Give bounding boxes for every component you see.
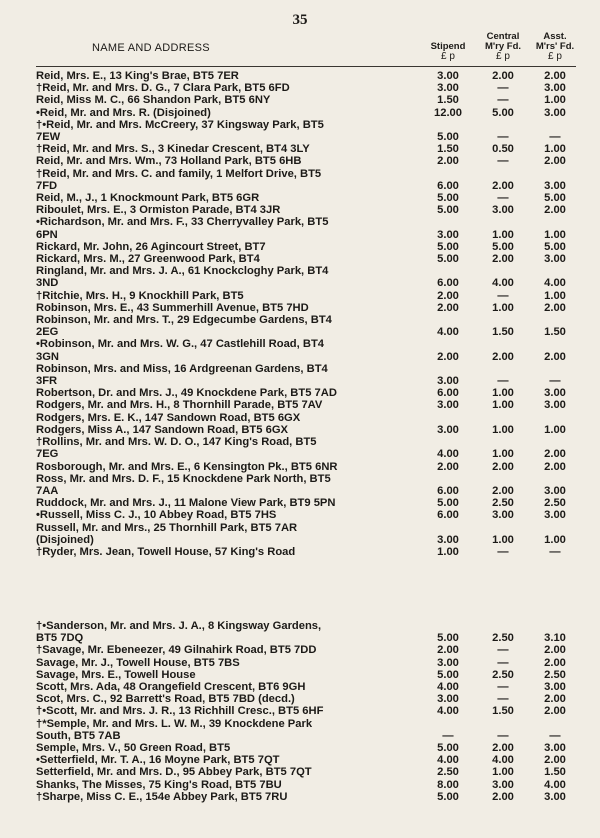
entry-central-amount: 2.00 xyxy=(492,350,514,363)
entry-asst-amount: 5.00 xyxy=(544,192,566,205)
entry-stipend-amount: 2.00 xyxy=(437,289,459,302)
entry-name-address: Savage, Mrs. E., Towell House xyxy=(36,668,196,681)
entry-central-amount: 3.00 xyxy=(492,509,514,522)
list-item xyxy=(36,412,578,424)
entry-asst-amount: 3.00 xyxy=(544,82,566,95)
entry-asst-amount: 3.00 xyxy=(544,387,566,400)
entry-name-address: •Richardson, Mr. and Mrs. F., 33 Cherryvalley Park, BT5 6PN xyxy=(36,216,329,241)
entry-asst-amount: 3.00 xyxy=(544,790,566,803)
entry-name-address: †Rollins, Mr. and Mrs. W. D. O., 147 King's Road, BT5 7EG xyxy=(36,436,317,461)
entry-central-amount: — xyxy=(497,82,509,95)
stipend-header: Stipend £ p xyxy=(430,41,466,62)
list-item xyxy=(36,387,578,399)
entry-stipend-amount: 5.00 xyxy=(437,253,459,266)
entry-name-address: †Ryder, Mrs. Jean, Towell House, 57 King's Road xyxy=(36,545,296,558)
entry-asst-amount: 1.00 xyxy=(544,289,566,302)
entry-asst-amount: 2.00 xyxy=(544,70,566,82)
list-item xyxy=(36,107,578,119)
entry-stipend-amount: 5.00 xyxy=(437,668,459,681)
entry-name-address: •Russell, Miss C. J., 10 Abbey Road, BT5 7HS xyxy=(36,509,277,522)
entry-stipend-amount: 2.00 xyxy=(437,301,459,314)
entry-central-amount: 1.00 xyxy=(492,423,514,436)
entry-stipend-amount: 2.00 xyxy=(437,460,459,473)
header-rule xyxy=(36,66,576,67)
entry-name-address: •Robinson, Mr. and Mrs. W. G., 47 Castlehill Road, BT4 3GN xyxy=(36,338,324,363)
entry-asst-amount: 3.00 xyxy=(544,484,566,497)
entry-asst-amount: 1.00 xyxy=(544,228,566,241)
list-item xyxy=(36,192,578,204)
list-item xyxy=(36,436,578,460)
list-item xyxy=(36,681,578,693)
entry-stipend-amount: 4.00 xyxy=(437,705,459,718)
entry-stipend-amount: 4.00 xyxy=(437,448,459,461)
list-item xyxy=(36,791,578,803)
entry-stipend-amount: 2.00 xyxy=(437,155,459,168)
entry-central-amount: 2.50 xyxy=(492,668,514,681)
list-item xyxy=(36,657,578,669)
entry-central-amount: 1.00 xyxy=(492,301,514,314)
entry-name-address: Rickard, Mrs. M., 27 Greenwood Park, BT4 xyxy=(36,253,260,266)
entry-asst-amount: 1.00 xyxy=(544,533,566,546)
entry-name-address: Ruddock, Mr. and Mrs. J., 11 Malone View Park, BT9 5PN xyxy=(36,497,336,510)
entry-stipend-amount: 5.00 xyxy=(437,742,459,755)
list-item xyxy=(36,253,578,265)
entry-central-amount: 1.50 xyxy=(492,326,514,339)
entry-stipend-amount: 1.00 xyxy=(437,545,459,558)
entry-central-amount: 2.00 xyxy=(492,179,514,192)
entry-stipend-amount: 3.00 xyxy=(437,693,459,706)
list-item xyxy=(36,779,578,791)
entry-name-address: Robinson, Mr. and Mrs. T., 29 Edgecumbe Gardens, BT4 2EG xyxy=(36,314,332,339)
entry-central-amount: 1.00 xyxy=(492,533,514,546)
entry-stipend-amount: 5.00 xyxy=(437,240,459,253)
entry-asst-amount: 1.00 xyxy=(544,423,566,436)
entry-stipend-amount: 6.00 xyxy=(437,387,459,400)
entry-name-address: †Sharpe, Miss C. E., 154e Abbey Park, BT5 7RU xyxy=(36,790,288,803)
entry-central-amount: 4.00 xyxy=(492,277,514,290)
list-item xyxy=(36,693,578,705)
entry-asst-amount: 2.00 xyxy=(544,644,566,657)
entry-asst-amount: — xyxy=(549,131,561,144)
entry-asst-amount: 1.50 xyxy=(544,326,566,339)
entry-asst-amount: 2.50 xyxy=(544,497,566,510)
entry-central-amount: 2.00 xyxy=(492,70,514,82)
entry-name-address: †•Reid, Mr. and Mrs. McCreery, 37 Kingsway Park, BT5 7EW xyxy=(36,118,324,144)
entry-stipend-amount: 8.00 xyxy=(437,778,459,791)
entry-asst-amount: 3.00 xyxy=(544,742,566,755)
central-fund-header: Central M'ry Fd. £ p xyxy=(484,31,522,62)
entry-asst-amount: 2.00 xyxy=(544,448,566,461)
entry-central-amount: — xyxy=(497,693,509,706)
list-item xyxy=(36,338,578,362)
entry-name-address: Rickard, Mr. John, 26 Agincourt Street, BT7 xyxy=(36,240,266,253)
entry-name-address: †•Sanderson, Mr. and Mrs. J. A., 8 Kingsway Gardens, BT5 7DQ xyxy=(36,620,322,645)
entry-central-amount: 3.00 xyxy=(492,204,514,217)
list-item xyxy=(36,302,578,314)
entry-asst-amount: 2.00 xyxy=(544,693,566,706)
list-item xyxy=(36,314,578,338)
entry-name-address: Rosborough, Mr. and Mrs. E., 6 Kensington Pk., BT5 6NR xyxy=(36,460,338,473)
entry-central-amount: 2.00 xyxy=(492,253,514,266)
entry-stipend-amount: 3.00 xyxy=(437,399,459,412)
list-item xyxy=(36,424,578,436)
list-item xyxy=(36,363,578,387)
entry-name-address: Scot, Mrs. C., 92 Barrett's Road, BT5 7BD (decd.) xyxy=(36,693,295,706)
entry-central-amount: 2.00 xyxy=(492,742,514,755)
list-item xyxy=(36,143,578,155)
entry-stipend-amount: — xyxy=(442,729,454,742)
entry-stipend-amount: 4.00 xyxy=(437,326,459,339)
entry-stipend-amount: 3.00 xyxy=(437,228,459,241)
entry-central-amount: 5.00 xyxy=(492,240,514,253)
entry-central-amount: — xyxy=(497,131,509,144)
entry-stipend-amount: 5.00 xyxy=(437,790,459,803)
list-item xyxy=(36,290,578,302)
entry-central-amount: 2.50 xyxy=(492,632,514,645)
entry-stipend-amount: 5.00 xyxy=(437,632,459,645)
entry-central-amount: 2.00 xyxy=(492,484,514,497)
entry-asst-amount: 4.00 xyxy=(544,778,566,791)
list-item xyxy=(36,497,578,509)
entry-central-amount: — xyxy=(497,375,509,388)
entry-name-address: Reid, Miss M. C., 66 Shandon Park, BT5 6NY xyxy=(36,94,271,107)
entry-asst-amount: 2.00 xyxy=(544,705,566,718)
entry-central-amount: — xyxy=(497,94,509,107)
entry-central-amount: 1.50 xyxy=(492,705,514,718)
entry-name-address: Robinson, Mrs. and Miss, 16 Ardgreenan Gardens, BT4 3FR xyxy=(36,362,328,388)
entry-asst-amount: 2.00 xyxy=(544,754,566,767)
entry-stipend-amount: 3.00 xyxy=(437,70,459,82)
list-item xyxy=(36,241,578,253)
entry-name-address: Savage, Mr. J., Towell House, BT5 7BS xyxy=(36,656,240,669)
entry-central-amount: 2.00 xyxy=(492,790,514,803)
entry-central-amount: 2.00 xyxy=(492,460,514,473)
entry-asst-amount: 3.00 xyxy=(544,681,566,694)
entry-asst-amount: 5.00 xyxy=(544,240,566,253)
entry-central-amount: 0.50 xyxy=(492,143,514,156)
entry-asst-amount: 1.00 xyxy=(544,94,566,107)
entry-central-amount: — xyxy=(497,289,509,302)
entry-asst-amount: 1.50 xyxy=(544,766,566,779)
entry-asst-amount: 3.00 xyxy=(544,106,566,119)
entry-stipend-amount: 6.00 xyxy=(437,179,459,192)
list-item xyxy=(36,204,578,216)
list-item xyxy=(36,473,578,497)
entry-central-amount: 1.00 xyxy=(492,228,514,241)
entry-central-amount: 2.50 xyxy=(492,497,514,510)
assistant-fund-header: Asst. M'rs' Fd. £ p xyxy=(535,31,575,62)
entry-name-address: †Savage, Mr. Ebeneezer, 49 Gilnahirk Road, BT5 7DD xyxy=(36,644,317,657)
entry-name-address: Reid, M., J., 1 Knockmount Park, BT5 6GR xyxy=(36,192,260,205)
entry-central-amount: 1.00 xyxy=(492,448,514,461)
entry-stipend-amount: 5.00 xyxy=(437,204,459,217)
page-number: 35 xyxy=(292,12,308,28)
entry-stipend-amount: 2.50 xyxy=(437,766,459,779)
entry-central-amount: 5.00 xyxy=(492,106,514,119)
entry-stipend-amount: 3.00 xyxy=(437,375,459,388)
entry-stipend-amount: 5.00 xyxy=(437,131,459,144)
entry-asst-amount: 3.10 xyxy=(544,632,566,645)
list-item xyxy=(36,522,578,546)
list-item xyxy=(36,705,578,717)
entry-central-amount: — xyxy=(497,545,509,558)
list-item xyxy=(36,754,578,766)
entry-central-amount: 3.00 xyxy=(492,778,514,791)
entry-stipend-amount: 5.00 xyxy=(437,497,459,510)
entry-central-amount: — xyxy=(497,656,509,669)
entry-name-address: †Reid, Mr. and Mrs. C. and family, 1 Melfort Drive, BT5 7FD xyxy=(36,167,322,192)
entry-asst-amount: 2.00 xyxy=(544,301,566,314)
entry-name-address: •Setterfield, Mr. T. A., 16 Moyne Park, BT5 7QT xyxy=(36,754,280,767)
entry-central-amount: — xyxy=(497,681,509,694)
entry-stipend-amount: 1.50 xyxy=(437,143,459,156)
entry-name-address: †Ritchie, Mrs. H., 9 Knockhill Park, BT5 xyxy=(36,289,244,302)
list-item xyxy=(36,509,578,521)
entry-name-address: Shanks, The Misses, 75 King's Road, BT5 7BU xyxy=(36,778,282,791)
entry-name-address: †Reid, Mr. and Mrs. S., 3 Kinedar Crescent, BT4 3LY xyxy=(36,143,310,156)
entry-central-amount: — xyxy=(497,644,509,657)
list-item xyxy=(36,644,578,656)
entry-central-amount: 1.00 xyxy=(492,399,514,412)
entry-stipend-amount: 12.00 xyxy=(434,106,462,119)
entry-central-amount: — xyxy=(497,155,509,168)
entry-name-address: Rodgers, Miss A., 147 Sandown Road, BT5 6GX xyxy=(36,423,288,436)
entry-stipend-amount: 2.00 xyxy=(437,350,459,363)
list-item xyxy=(36,155,578,167)
entry-stipend-amount: 3.00 xyxy=(437,82,459,95)
list-item xyxy=(36,399,578,411)
name-address-header: NAME AND ADDRESS xyxy=(92,42,210,54)
entry-name-address: Semple, Mrs. V., 50 Green Road, BT5 xyxy=(36,742,231,755)
list-item xyxy=(36,82,578,94)
entry-asst-amount: 2.50 xyxy=(544,668,566,681)
entry-central-amount: — xyxy=(497,192,509,205)
entry-name-address: Ross, Mr. and Mrs. D. F., 15 Knockdene Park North, BT5 7AA xyxy=(36,472,331,497)
list-item xyxy=(36,718,578,742)
entry-asst-amount: — xyxy=(549,375,561,388)
entry-asst-amount: 2.00 xyxy=(544,155,566,168)
list-item xyxy=(36,620,578,644)
list-item xyxy=(36,766,578,778)
entry-name-address: †•Scott, Mr. and Mrs. J. R., 13 Richhill Cresc., BT5 6HF xyxy=(36,705,324,718)
subscriber-list-s xyxy=(36,620,578,803)
list-item xyxy=(36,94,578,106)
entry-asst-amount: 2.00 xyxy=(544,460,566,473)
list-item xyxy=(36,265,578,289)
entry-stipend-amount: 3.00 xyxy=(437,423,459,436)
entry-asst-amount: — xyxy=(549,545,561,558)
entry-name-address: •Reid, Mr. and Mrs. R. (Disjoined) xyxy=(36,106,211,119)
entry-asst-amount: 2.00 xyxy=(544,656,566,669)
entry-stipend-amount: 6.00 xyxy=(437,509,459,522)
entry-name-address: Riboulet, Mrs. E., 3 Ormiston Parade, BT4 3JR xyxy=(36,204,281,217)
entry-name-address: Robertson, Dr. and Mrs. J., 49 Knockdene Park, BT5 7AD xyxy=(36,387,337,400)
entry-stipend-amount: 2.00 xyxy=(437,644,459,657)
list-item xyxy=(36,742,578,754)
list-item xyxy=(36,461,578,473)
entry-stipend-amount: 4.00 xyxy=(437,754,459,767)
subscriber-list-r xyxy=(36,70,578,558)
entry-name-address: Russell, Mr. and Mrs., 25 Thornhill Park, BT5 7AR (Disjoined) xyxy=(36,521,298,546)
list-item xyxy=(36,70,578,82)
entry-asst-amount: — xyxy=(549,729,561,742)
entry-central-amount: — xyxy=(497,729,509,742)
entry-central-amount: 1.00 xyxy=(492,766,514,779)
entry-stipend-amount: 1.50 xyxy=(437,94,459,107)
entry-asst-amount: 3.00 xyxy=(544,253,566,266)
entry-stipend-amount: 5.00 xyxy=(437,192,459,205)
entry-asst-amount: 3.00 xyxy=(544,509,566,522)
entry-asst-amount: 4.00 xyxy=(544,277,566,290)
entry-stipend-amount: 6.00 xyxy=(437,277,459,290)
entry-asst-amount: 1.00 xyxy=(544,143,566,156)
entry-name-address: Reid, Mr. and Mrs. Wm., 73 Holland Park, BT5 6HB xyxy=(36,155,302,168)
entry-stipend-amount: 3.00 xyxy=(437,533,459,546)
entry-stipend-amount: 3.00 xyxy=(437,656,459,669)
entry-stipend-amount: 4.00 xyxy=(437,681,459,694)
entry-name-address: Ringland, Mr. and Mrs. J. A., 61 Knockcloghy Park, BT4 3ND xyxy=(36,265,329,290)
list-item xyxy=(36,546,578,558)
entry-name-address: Rodgers, Mr. and Mrs. H., 8 Thornhill Parade, BT5 7AV xyxy=(36,399,323,412)
entry-name-address: Setterfield, Mr. and Mrs. D., 95 Abbey Park, BT5 7QT xyxy=(36,766,312,779)
entry-name-address: Robinson, Mrs. E., 43 Summerhill Avenue, BT5 7HD xyxy=(36,301,309,314)
entry-stipend-amount: 6.00 xyxy=(437,484,459,497)
entry-asst-amount: 2.00 xyxy=(544,204,566,217)
list-item xyxy=(36,168,578,192)
list-item xyxy=(36,216,578,240)
entry-name-address: †Reid, Mr. and Mrs. D. G., 7 Clara Park, BT5 6FD xyxy=(36,82,290,95)
entry-central-amount: 4.00 xyxy=(492,754,514,767)
list-item xyxy=(36,669,578,681)
entry-asst-amount: 3.00 xyxy=(544,179,566,192)
entry-name-address: †*Semple, Mr. and Mrs. L. W. M., 39 Knockdene Park South, BT5 7AB xyxy=(36,717,313,742)
entry-name-address: Scott, Mrs. Ada, 48 Orangefield Crescent, BT6 9GH xyxy=(36,681,306,694)
entry-asst-amount: 2.00 xyxy=(544,350,566,363)
list-item xyxy=(36,119,578,143)
entry-name-address: Reid, Mrs. E., 13 King's Brae, BT5 7ER xyxy=(36,70,239,82)
entry-central-amount: 1.00 xyxy=(492,387,514,400)
entry-asst-amount: 3.00 xyxy=(544,399,566,412)
entry-name-address: Rodgers, Mrs. E. K., 147 Sandown Road, BT5 6GX xyxy=(36,411,301,424)
